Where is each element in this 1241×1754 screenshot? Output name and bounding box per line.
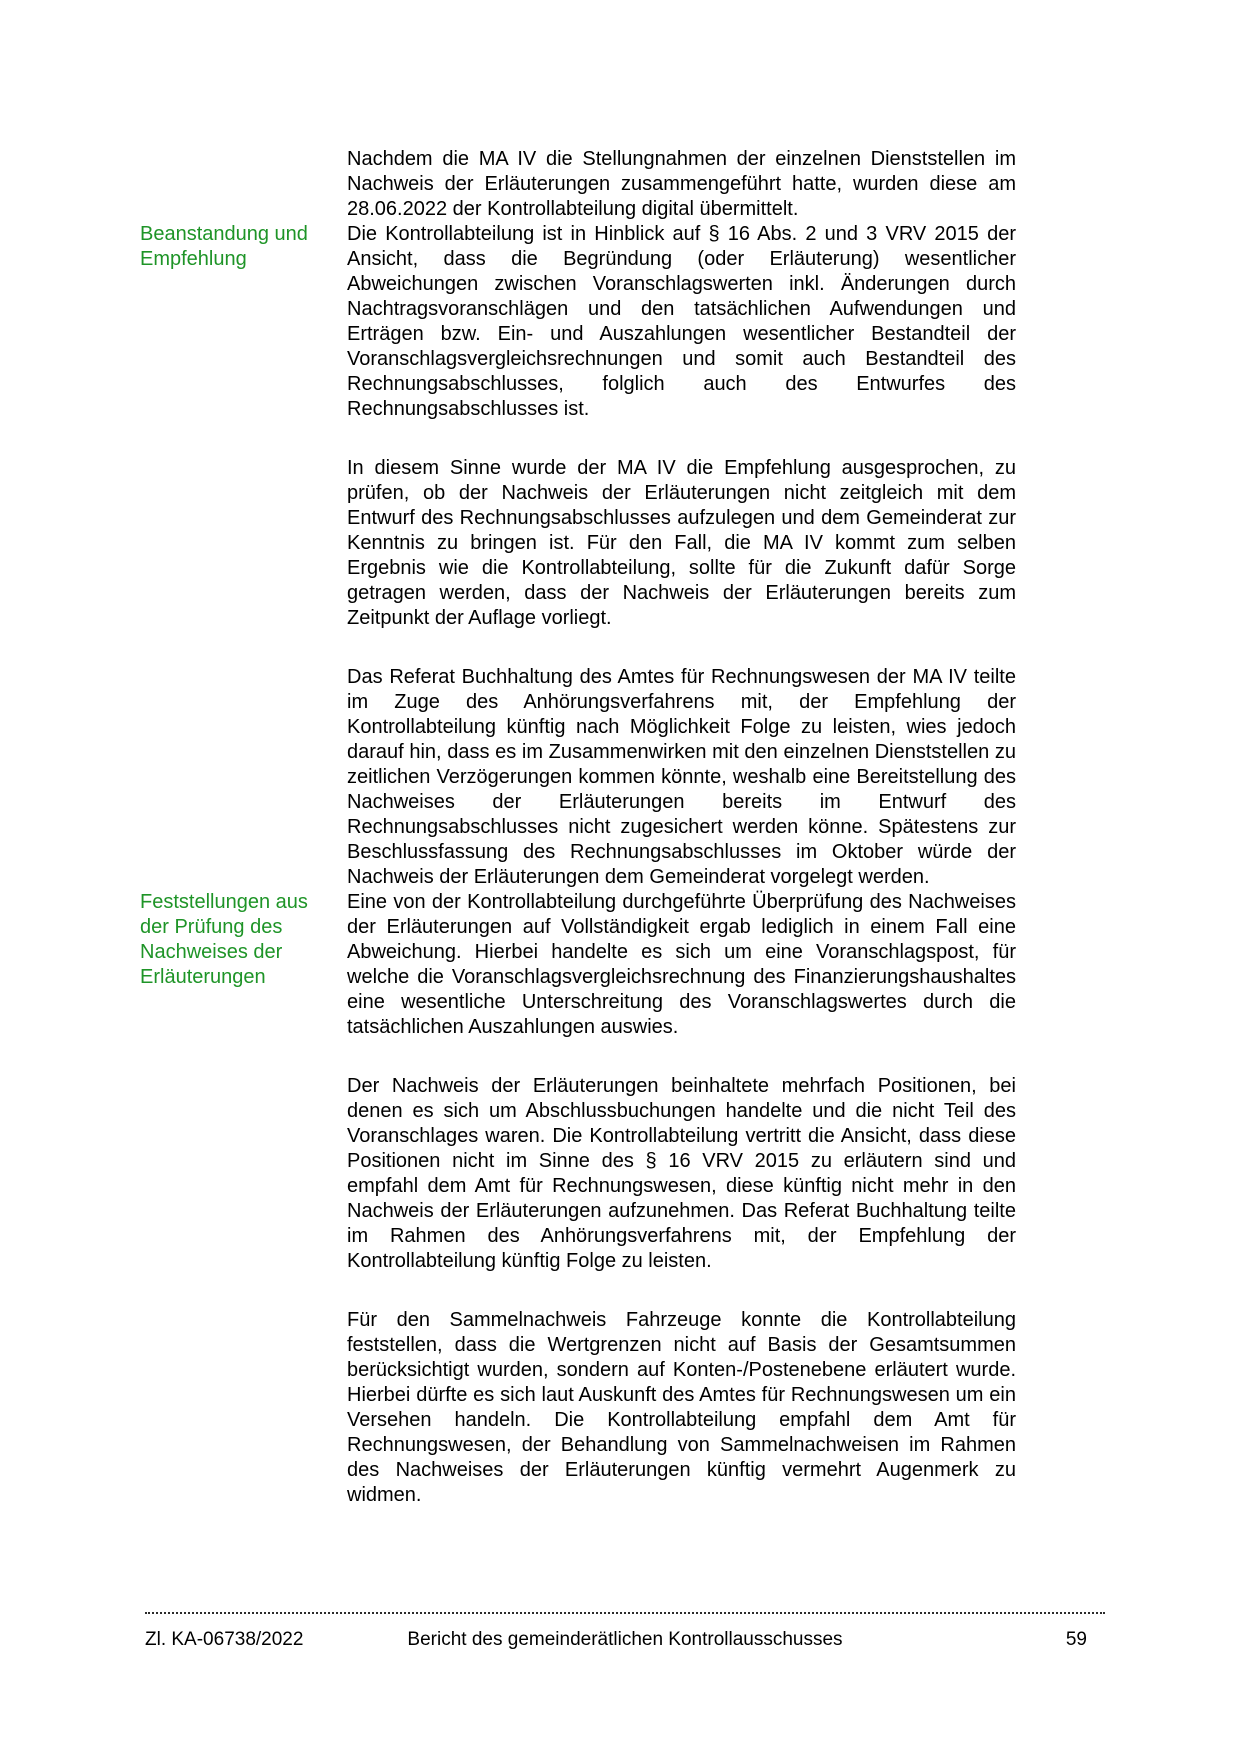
intro-row <box>140 147 1020 222</box>
body-paragraph: Für den Sammelnachweis Fahrzeuge konnte die Kontrollabteilung feststellen, dass die Wertgrenzen nicht auf Basis der Gesamtsummen berücksichtigt wurden, sondern auf Konten-/Postenebene erläutert wurde. Hierbei dürfte es sich laut Auskunft des Amtes für Rechnungswesen um ein Versehen handeln. Die Kontrollabteilung empfahl dem Amt für Rechnungswesen, der Behandlung von Sammelnachweisen im Rahmen des Nachweises der Erläuterungen künftig vermehrt Augenmerk zu widmen. <box>347 1309 1016 1506</box>
body-paragraph: Die Kontrollabteilung ist in Hinblick auf § 16 Abs. 2 und 3 VRV 2015 der Ansicht, dass die Begründung (oder Erläuterung) wesentlicher Abweichungen zwischen Voranschlagswerten inkl. Änderungen durch Nachtragsvoranschlägen und den tatsächlichen Aufwendungen und Erträgen bzw. Ein- und Auszahlungen wesentlicher Bestandteil der Voranschlagsvergleichsrechnungen und somit auch Bestandteil des Rechnungsabschlusses, folglich auch des Entwurfes des Rechnungsabschlusses ist. <box>347 223 1016 420</box>
body-paragraph: Das Referat Buchhaltung des Amtes für Rechnungswesen der MA IV teilte im Zuge des Anhörungsverfahrens mit, der Empfehlung der Kontrollabteilung künftig nach Möglichkeit Folge zu leisten, wies jedoch darauf hin, dass es im Zusammenwirken mit den einzelnen Dienststellen zu zeitlichen Verzögerungen kommen könnte, weshalb eine Bereitstellung des Nachweises der Erläuterungen bereits im Entwurf des Rechnungsabschlusses nicht zugesichert werden könne. Spätestens zur Beschlussfassung des Rechnungsabschlusses im Oktober würde der Nachweis der Erläuterungen dem Gemeinderat vorgelegt werden. <box>347 666 1016 888</box>
section-label-column <box>140 890 347 990</box>
footer-reference-number: Zl. KA-06738/2022 <box>145 1629 304 1650</box>
section-label-feststellungen-pruefung: Feststellungen aus der Prüfung des Nachweises der Erläuterungen <box>140 891 308 988</box>
footer-row <box>145 1628 1105 1652</box>
body-paragraph: In diesem Sinne wurde der MA IV die Empfehlung ausgesprochen, zu prüfen, ob der Nachweis der Erläuterungen nicht zeitgleich mit dem Entwurf des Rechnungsabschlusses aufzulegen und dem Gemeinderat zur Kenntnis zu bringen ist. Für den Fall, die MA IV kommt zum selben Ergebnis wie die Kontrollabteilung, sollte für die Zukunft dafür Sorge getragen werden, dass der Nachweis der Erläuterungen bereits zum Zeitpunkt der Auflage vorliegt. <box>347 457 1016 629</box>
page-footer <box>145 1612 1105 1652</box>
page-content <box>140 147 1020 1508</box>
section-body-column <box>347 890 1016 1508</box>
body-paragraph: Eine von der Kontrollabteilung durchgeführte Überprüfung des Nachweises der Erläuterungen auf Vollständigkeit ergab lediglich in einem Fall eine Abweichung. Hierbei handelte es sich um eine Voranschlagspost, für welche die Voranschlagsvergleichsrechnung des Finanzierungshaushaltes eine wesentliche Unterschreitung des Voranschlagswertes durch die tatsächlichen Auszahlungen auswies. <box>347 891 1016 1038</box>
intro-paragraph: Nachdem die MA IV die Stellungnahmen der einzelnen Dienststellen im Nachweis der Erläuterungen zusammengeführt hatte, wurden diese am 28.06.2022 der Kontrollabteilung digital übermittelt. <box>347 148 1016 220</box>
intro-body-column <box>347 147 1016 222</box>
section-label-beanstandung-empfehlung: Beanstandung und Empfehlung <box>140 223 308 270</box>
footer-report-title: Bericht des gemeinderätlichen Kontrollausschusses <box>407 1629 843 1650</box>
body-paragraph: Der Nachweis der Erläuterungen beinhaltete mehrfach Positionen, bei denen es sich um Abschlussbuchungen handelte und die nicht Teil des Voranschlages waren. Die Kontrollabteilung vertritt die Ansicht, dass diese Positionen nicht im Sinne des § 16 VRV 2015 zu erläutern sind und empfahl dem Amt für Rechnungswesen, diese künftig nicht mehr in den Nachweis der Erläuterungen aufzunehmen. Das Referat Buchhaltung teilte im Rahmen des Anhörungsverfahrens mit, der Empfehlung der Kontrollabteilung künftig Folge zu leisten. <box>347 1075 1016 1272</box>
section-feststellungen <box>140 890 1020 1508</box>
section-beanstandung <box>140 222 1020 890</box>
section-body-column <box>347 222 1016 890</box>
section-label-column <box>140 222 347 272</box>
footer-page-number: 59 <box>1065 1629 1087 1650</box>
